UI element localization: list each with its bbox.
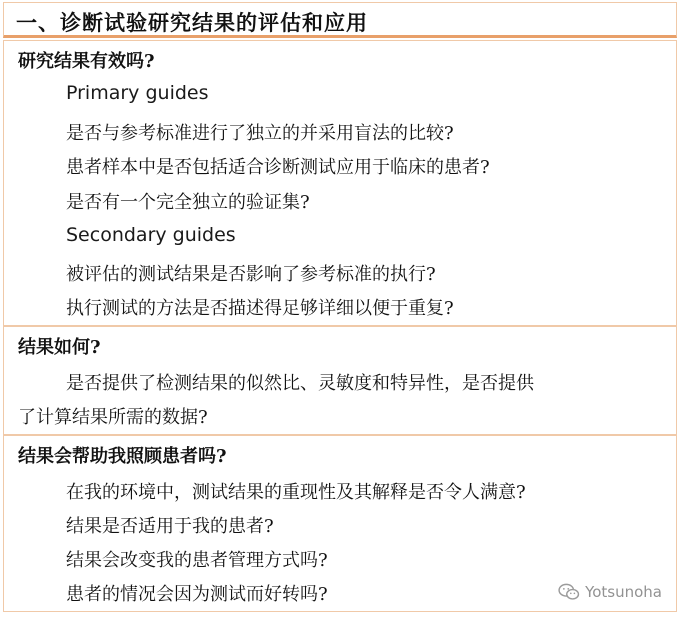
list-item: 被评估的测试结果是否影响了参考标准的执行? [66, 264, 436, 285]
primary-guides-label: Primary guides [66, 82, 209, 104]
list-item: 执行测试的方法是否描述得足够详细以便于重复? [66, 298, 454, 319]
title-bar [3, 2, 677, 38]
section-validity [4, 41, 676, 325]
paragraph-line: 了计算结果所需的数据? [18, 407, 208, 428]
list-item: 患者的情况会因为测试而好转吗? [66, 584, 328, 605]
secondary-guides-label: Secondary guides [66, 224, 236, 246]
evaluation-table [3, 40, 677, 612]
wechat-icon [558, 583, 580, 601]
list-item: 是否有一个完全独立的验证集? [66, 192, 310, 213]
list-item: 是否与参考标准进行了独立的并采用盲法的比较? [66, 123, 454, 144]
section-heading: 结果会帮助我照顾患者吗? [18, 446, 227, 467]
section-heading: 研究结果有效吗? [18, 51, 155, 72]
list-item: 在我的环境中，测试结果的重现性及其解释是否令人满意? [66, 482, 526, 503]
section-heading: 结果如何? [18, 337, 101, 358]
list-item: 结果是否适用于我的患者? [66, 516, 274, 537]
watermark [558, 583, 662, 601]
list-item: 结果会改变我的患者管理方式吗? [66, 550, 328, 571]
section-results [4, 325, 676, 434]
watermark-text: Yotsunoha [585, 583, 662, 601]
page-title: 一、诊断试验研究结果的评估和应用 [16, 10, 368, 35]
paragraph-line: 是否提供了检测结果的似然比、灵敏度和特异性，是否提供 [66, 373, 534, 394]
list-item: 患者样本中是否包括适合诊断测试应用于临床的患者? [66, 157, 490, 178]
